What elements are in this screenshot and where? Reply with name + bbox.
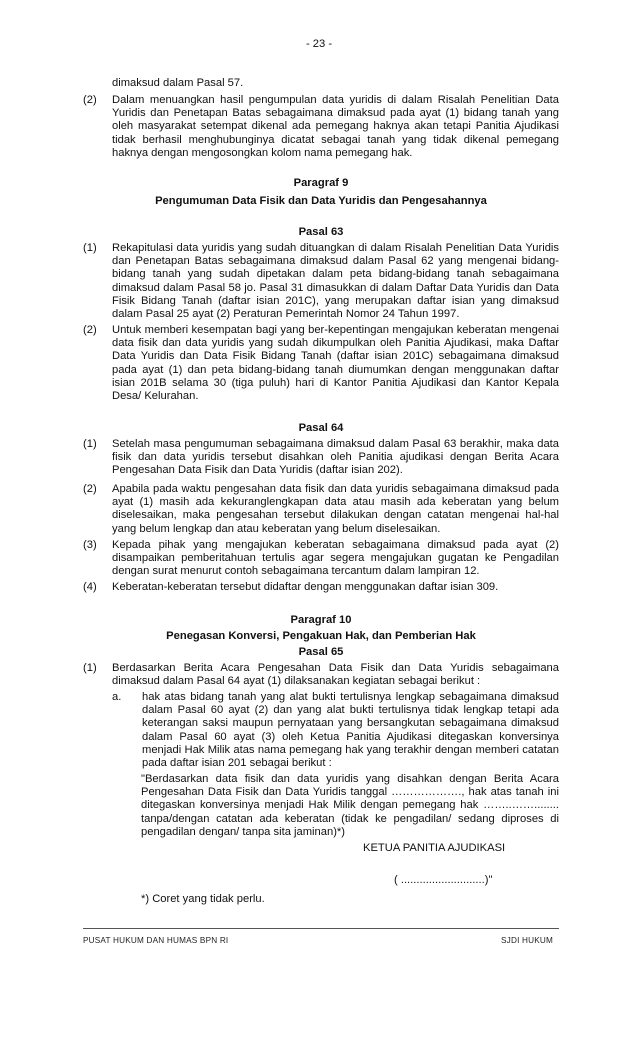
paragraf-10-title: Penegasan Konversi, Pengakuan Hak, dan Pemberian Hak (166, 630, 476, 642)
pasal-64-item-2 (83, 483, 559, 536)
pasal-65-item-1 (83, 662, 559, 688)
pasal-64-item-4 (83, 581, 559, 594)
item-number: (3) (83, 539, 97, 551)
item-text: Kepada pihak yang mengajukan keberatan sebagaimana dimaksud pada ayat (2) disampaikan pemberitahuan tertulis agar segera mengajukan gugatan ke Pengadilan dengan surat menurut contoh sebagaimana tercantum dalam lampiran 12. (112, 539, 559, 578)
signature-blank: ( ...........................)" (394, 874, 493, 886)
signature-title: KETUA PANITIA AJUDIKASI (363, 842, 506, 854)
item-number: (2) (83, 483, 97, 495)
paragraf-9-title: Pengumuman Data Fisik dan Data Yuridis dan Pengesahannya (155, 195, 487, 207)
item-text: Setelah masa pengumuman sebagaimana dimaksud dalam Pasal 63 berakhir, maka data fisik dan data yuridis tersebut disahkan oleh Panitia ajudikasi dengan Berita Acara Pengesahan Data Fisik dan Data Yuridis (daftar isian 202). (112, 438, 559, 477)
sub-item-text: hak atas bidang tanah yang alat bukti tertulisnya lengkap sebagaimana dimaksud dalam Pasal 60 ayat (2) dan yang alat bukti tertulisnya tidak lengkap tetapi ada keterangan saksi maupun pernyataan yang bersangkutan sebagaimana dimaksud dalam Pasal 60 ayat (3) oleh Ketua Panitia Ajudikasi ditegaskan konversinya menjadi Hak Milik atas nama pemegang hak yang terakhir dengan memberi catatan pada daftar isian 201 sebagai berikut : (142, 691, 559, 770)
footnote: *) Coret yang tidak perlu. (141, 893, 265, 905)
item-text: Berdasarkan Berita Acara Pengesahan Data Fisik dan Data Yuridis sebagaimana dimaksud dalam Pasal 64 ayat (1) dilaksanakan kegiatan sebagai berikut : (112, 662, 559, 688)
footer-right: SJDI HUKUM (501, 936, 554, 945)
footer-divider (83, 928, 559, 929)
item-text: Keberatan-keberatan tersebut didaftar dengan menggunakan daftar isian 309. (112, 581, 499, 593)
item-number: (2) (83, 94, 97, 106)
sub-item-letter: a. (112, 691, 122, 703)
pasal-65-sub-a (112, 691, 559, 770)
pasal-63-item-2 (83, 324, 559, 403)
item-number: (1) (83, 438, 97, 450)
item-number: (1) (83, 662, 97, 674)
pasal-63-item-1 (83, 242, 559, 321)
pasal-62-item-2 (83, 94, 559, 160)
pasal-64-item-1 (83, 438, 559, 478)
pasal-63-title: Pasal 63 (298, 226, 344, 238)
item-number: (4) (83, 581, 97, 593)
pasal-64-item-3 (83, 539, 559, 579)
item-number: (2) (83, 324, 97, 336)
intro-line: dimaksud dalam Pasal 57. (112, 77, 244, 89)
paragraf-9-label: Paragraf 9 (293, 177, 349, 189)
conversion-note-quote: "Berdasarkan data fisik dan data yuridis yang disahkan dengan Berita Acara Pengesahan Data Fisik dan Data Yuridis tanggal ………………., hak atas tanah ini ditegaskan konversinya menjadi Hak Milik dengan pemegang hak ……..……........ tanpa/dengan catatan ada keberatan (tidak ke pengadilan/ sedang diproses di pengadilan dengan/ tanpa sita jaminan)*) (141, 773, 559, 838)
item-number: (1) (83, 242, 97, 254)
page-number: - 23 - (305, 38, 333, 50)
paragraf-10-label: Paragraf 10 (290, 614, 352, 626)
item-text: Dalam menuangkan hasil pengumpulan data yuridis di dalam Risalah Penelitian Data Yuridis dan Penetapan Batas sebagaimana dimaksud pada ayat (1) bidang tanah yang oleh masyarakat setempat dikenal ada pemegang haknya akan tetapi Panitia Ajudikasi tidak berhasil menghubunginya dicatat sebagai tanah yang tidak dikenal pemegang haknya dengan mengosongkan kolom nama pemegang hak. (112, 94, 559, 159)
pasal-65-title: Pasal 65 (298, 646, 344, 658)
pasal-64-title: Pasal 64 (298, 422, 344, 434)
item-text: Apabila pada waktu pengesahan data fisik dan data yuridis sebagaimana dimaksud pada ayat (1) masih ada kekuranglengkapan data atau masih ada keberatan yang belum diselesaikan, maka pengesahan tersebut dilakukan dengan catatan mengenai hal-hal yang belum lengkap dan atau keberatan yang belum diselesaikan. (112, 483, 559, 535)
footer-left: PUSAT HUKUM DAN HUMAS BPN RI (83, 936, 229, 945)
item-text: Rekapitulasi data yuridis yang sudah dituangkan di dalam Risalah Penelitian Data Yuridis dan Penetapan Batas sebagaimana dimaksud dalam Pasal 62 yang mengenai bidang-bidang tanah yang sudah dipetakan dalam peta bidang-bidang tanah sebagaimana dimaksud dalam Pasal 58 jo. Pasal 31 dimasukkan di dalam Daftar Data Yuridis dan Data Fisik Bidang Tanah (daftar isian 201C), yang merupakan daftar isian yang dimaksud dalam Pasal 25 ayat (2) Peraturan Pemerintah Nomor 24 Tahun 1997. (112, 242, 559, 321)
item-text: Untuk memberi kesempatan bagi yang ber-kepentingan mengajukan keberatan mengenai data fisik dan data yuridis yang sudah dikumpulkan oleh Panitia Ajudikasi, maka Daftar Data Yuridis dan Data Fisik Bidang Tanah (daftar isian 201C) sebagaimana dimaksud pada ayat (1) dan peta bidang-bidang tanah diumumkan dengan menggunakan daftar isian 201B selama 30 (tiga puluh) hari di Kantor Panitia Ajudikasi dan Kantor Kepala Desa/ Kelurahan. (112, 324, 559, 403)
